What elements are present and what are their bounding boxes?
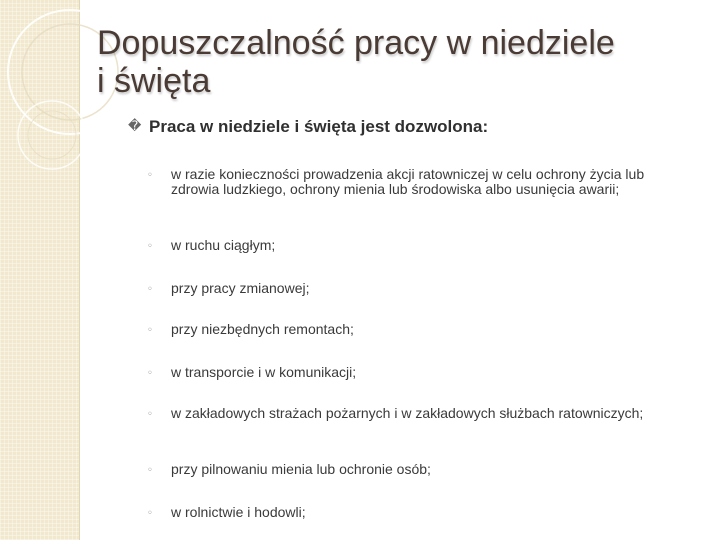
list-item-text: przy niezbędnych remontach; (171, 321, 354, 337)
bullet-box-icon: � (128, 119, 142, 134)
slide-title-line-2: i święta (97, 62, 211, 100)
list-item-text: w razie konieczności prowadzenia akcji ratowniczej w celu ochrony życia lub zdrowia ludzkiego, ochrony mienia lub środowiska albo usunięcia awarii; (171, 166, 645, 197)
sub-bullet-icon: ◦ (147, 508, 153, 519)
decorative-side-band (0, 0, 80, 540)
list-item-text: w rolnictwie i hodowli; (171, 504, 306, 520)
list-item (147, 406, 692, 422)
list-item-text: przy pilnowaniu mienia lub ochronie osób; (171, 461, 431, 477)
sub-bullet-icon: ◦ (147, 325, 153, 336)
slide-title-line-1: Dopuszczalność pracy w niedziele (97, 24, 615, 62)
list-item (147, 281, 692, 297)
list-item (147, 505, 692, 521)
main-bullet-text: Praca w niedziele i święta jest dozwolona: (149, 117, 489, 136)
sub-bullet-icon: ◦ (147, 409, 153, 420)
sub-bullet-icon: ◦ (147, 368, 153, 379)
list-item (147, 238, 692, 254)
sub-bullet-icon: ◦ (147, 465, 153, 476)
sub-bullet-icon: ◦ (147, 241, 153, 252)
list-item-text: w ruchu ciągłym; (171, 237, 276, 253)
list-item (147, 167, 692, 197)
sub-bullet-icon: ◦ (147, 170, 153, 181)
list-item-text: w transporcie i w komunikacji; (171, 364, 357, 380)
list-item-text: przy pracy zmianowej; (171, 280, 310, 296)
main-bullet-point (128, 116, 688, 138)
list-item (147, 322, 692, 338)
slide-title (97, 24, 707, 100)
list-item-text: w zakładowych strażach pożarnych i w zakładowych służbach ratowniczych; (171, 405, 644, 421)
list-item (147, 365, 692, 381)
list-item (147, 462, 692, 478)
sub-bullet-icon: ◦ (147, 284, 153, 295)
